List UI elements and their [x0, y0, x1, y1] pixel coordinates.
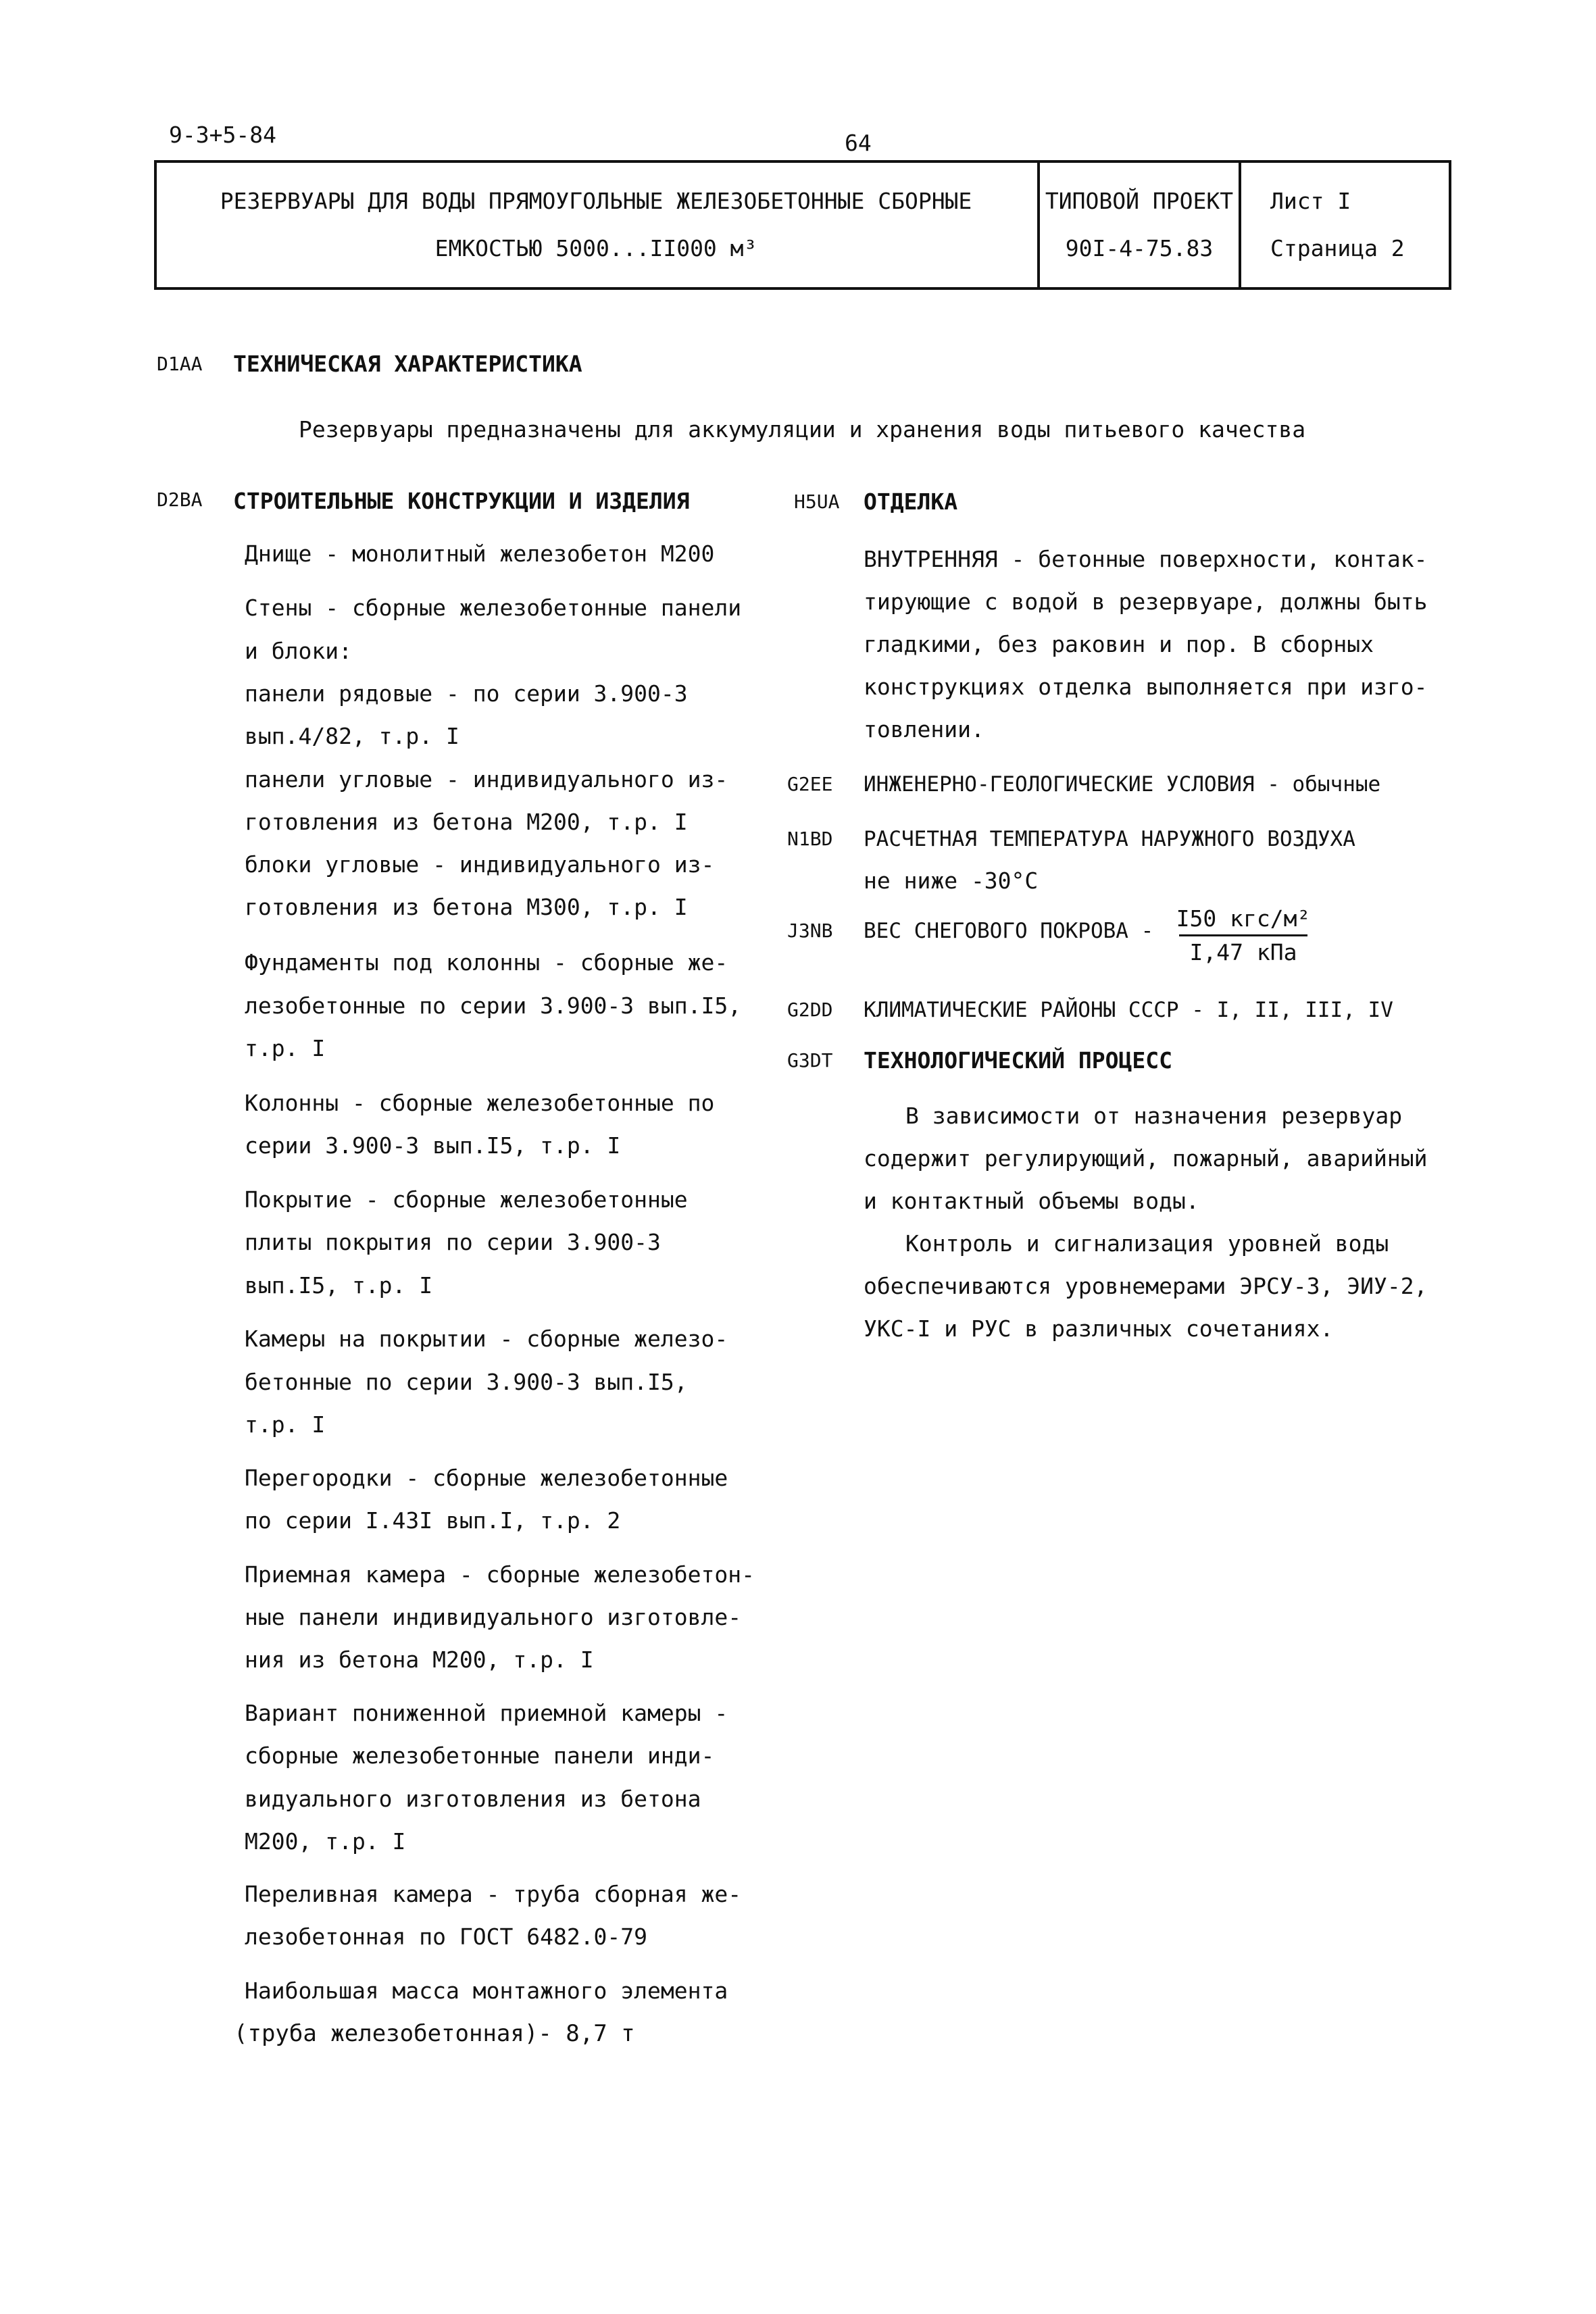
section-code-geology: G2EE — [787, 773, 833, 795]
finish-line: товлении. — [864, 716, 984, 743]
left-line: (труба железобетонная)- 8,7 т — [234, 2020, 635, 2047]
doc-code: 9-3+5-84 — [169, 122, 276, 148]
left-line: по серии I.43I вып.I, т.р. 2 — [245, 1507, 621, 1534]
left-line: Перегородки - сборные железобетонные — [245, 1465, 728, 1491]
left-line: бетонные по серии 3.900-3 вып.I5, — [245, 1369, 688, 1395]
process-line: обеспечиваются уровнемерами ЭРСУ-3, ЭИУ-2, — [864, 1273, 1428, 1299]
section-code-finish: H5UA — [794, 491, 840, 513]
left-line: готовления из бетона М300, т.р. I — [245, 894, 688, 920]
left-line: т.р. I — [245, 1411, 326, 1438]
finish-line: гладкими, без раковин и пор. В сборных — [864, 631, 1374, 657]
left-line: лезобетонная по ГОСТ 6482.0-79 — [245, 1923, 648, 1950]
left-line: Наибольшая масса монтажного элемента — [245, 1978, 728, 2004]
left-line: Покрытие - сборные железобетонные — [245, 1186, 688, 1213]
finish-line: тирующие с водой в резервуаре, должны быть — [864, 588, 1428, 615]
section-title-process: ТЕХНОЛОГИЧЕСКИЙ ПРОЦЕСС — [864, 1047, 1172, 1074]
left-line: М200, т.р. I — [245, 1828, 406, 1855]
left-line: Днище - монолитный железобетон М200 — [245, 540, 715, 567]
section-title-finish: ОТДЕЛКА — [864, 488, 958, 515]
climate-text: КЛИМАТИЧЕСКИЕ РАЙОНЫ СССР - I, II, III, IV — [864, 998, 1393, 1022]
finish-line: ВНУТРЕННЯЯ - бетонные поверхности, контак- — [864, 546, 1428, 572]
project-number: 90I-4-75.83 — [1065, 235, 1214, 261]
title-block-divider-2 — [1239, 160, 1241, 290]
left-line: Стены - сборные железобетонные панели — [245, 595, 742, 621]
temperature-line-1: РАСЧЕТНАЯ ТЕМПЕРАТУРА НАРУЖНОГО ВОЗДУХА — [864, 827, 1355, 851]
process-line: Контроль и сигнализация уровней воды — [905, 1230, 1389, 1257]
section-title-main: ТЕХНИЧЕСКАЯ ХАРАКТЕРИСТИКА — [233, 351, 582, 377]
process-line: В зависимости от назначения резервуар — [905, 1103, 1403, 1129]
left-line: Вариант пониженной приемной камеры - — [245, 1700, 728, 1726]
left-line: блоки угловые - индивидуального из- — [245, 851, 715, 878]
title-line-1: РЕЗЕРВУАРЫ ДЛЯ ВОДЫ ПРЯМОУГОЛЬНЫЕ ЖЕЛЕЗОБЕТОННЫЕ СБОРНЫЕ — [220, 188, 972, 214]
left-line: видуального изготовления из бетона — [245, 1786, 701, 1812]
process-line: и контактный объемы воды. — [864, 1188, 1199, 1214]
left-line: готовления из бетона М200, т.р. I — [245, 809, 688, 835]
temperature-line-2: не ниже -30°С — [864, 867, 1039, 894]
finish-line: конструкциях отделка выполняется при изго- — [864, 674, 1428, 700]
left-line: т.р. I — [245, 1035, 326, 1061]
left-line: вып.I5, т.р. I — [245, 1272, 433, 1299]
left-line: ния из бетона М200, т.р. I — [245, 1646, 594, 1673]
left-line: серии 3.900-3 вып.I5, т.р. I — [245, 1132, 621, 1159]
sheet-label: Лист I — [1270, 188, 1351, 214]
title-block-divider-1 — [1037, 160, 1040, 290]
left-line: плиты покрытия по серии 3.900-3 — [245, 1229, 661, 1255]
left-line: и блоки: — [245, 638, 352, 664]
page-label: Страница 2 — [1270, 235, 1405, 261]
left-line: Приемная камера - сборные железобетон- — [245, 1561, 755, 1588]
left-line: ные панели индивидуального изготовле- — [245, 1604, 742, 1630]
left-line: Фундаменты под колонны - сборные же- — [245, 949, 728, 976]
project-label: ТИПОВОЙ ПРОЕКТ — [1045, 188, 1234, 214]
section-title-constructions: СТРОИТЕЛЬНЫЕ КОНСТРУКЦИИ И ИЗДЕЛИЯ — [233, 488, 690, 514]
snow-denominator: I,47 кПа — [1189, 939, 1297, 965]
left-line: Переливная камера - труба сборная же- — [245, 1881, 742, 1907]
title-line-2: ЕМКОСТЬЮ 5000...II000 м³ — [434, 235, 757, 261]
left-line: лезобетонные по серии 3.900-3 вып.I5, — [245, 992, 742, 1019]
snow-fraction-line — [1179, 934, 1307, 936]
section-code-process: G3DT — [787, 1049, 833, 1072]
section-code-climate: G2DD — [787, 999, 833, 1021]
section-code-constructions: D2BA — [157, 488, 203, 511]
snow-numerator: I50 кгс/м² — [1176, 905, 1311, 932]
left-line: сборные железобетонные панели инди- — [245, 1742, 715, 1769]
geology-text: ИНЖЕНЕРНО-ГЕОЛОГИЧЕСКИЕ УСЛОВИЯ - обычные — [864, 772, 1381, 797]
section-code-temperature: N1BD — [787, 828, 833, 850]
section-code-main: D1AA — [157, 353, 203, 375]
title-block — [154, 160, 1451, 290]
left-line: Камеры на покрытии - сборные железо- — [245, 1326, 728, 1352]
process-line: УКС-I и РУС в различных сочетаниях. — [864, 1315, 1334, 1342]
left-line: панели рядовые - по серии 3.900-3 — [245, 680, 688, 707]
section-code-snow: J3NB — [787, 920, 833, 942]
left-line: панели угловые - индивидуального из- — [245, 766, 728, 793]
page-number: 64 — [845, 130, 872, 156]
purpose-text: Резервуары предназначены для аккумуляции и хранения воды питьевого качества — [299, 416, 1306, 443]
left-line: вып.4/82, т.р. I — [245, 723, 459, 749]
snow-label: ВЕС СНЕГОВОГО ПОКРОВА - — [864, 919, 1154, 943]
left-line: Колонны - сборные железобетонные по — [245, 1090, 715, 1116]
process-line: содержит регулирующий, пожарный, аварийный — [864, 1145, 1428, 1172]
